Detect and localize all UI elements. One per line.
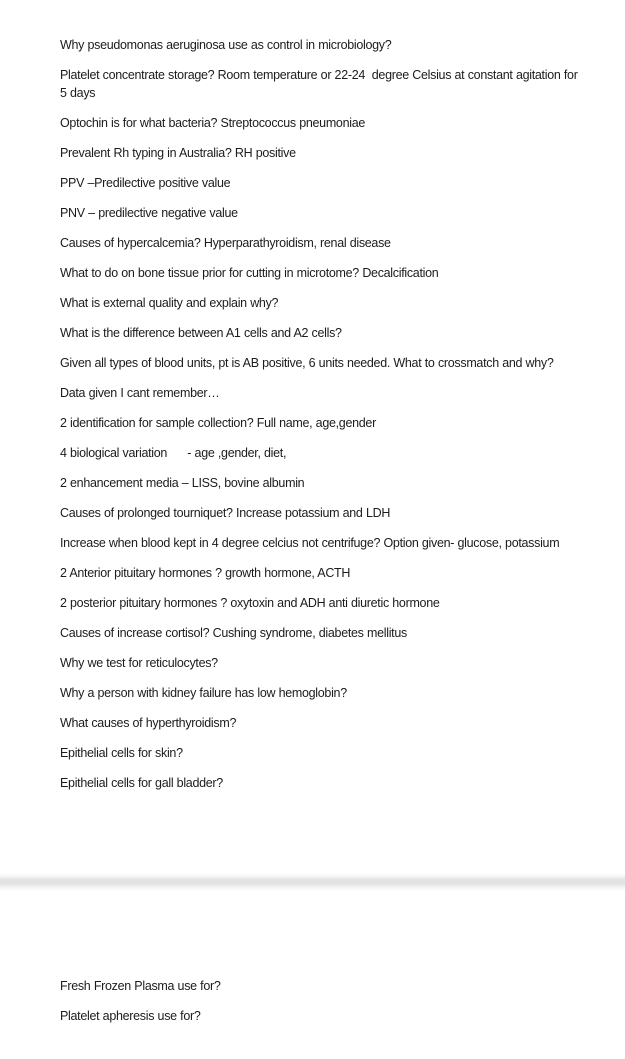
paragraph: Increase when blood kept in 4 degree celcius not centrifuge? Option given- glucose, potassium <box>60 536 560 550</box>
paragraph: Prevalent Rh typing in Australia? RH positive <box>60 146 296 160</box>
paragraph: PPV –Predilective positive value <box>60 176 231 190</box>
paragraph: Why we test for reticulocytes? <box>60 656 218 670</box>
paragraph: 4 biological variation - age ,gender, diet, <box>60 446 287 460</box>
paragraph: Causes of prolonged tourniquet? Increase potassium and LDH <box>60 506 391 520</box>
page-break-separator <box>0 874 625 890</box>
paragraph: Epithelial cells for skin? <box>60 746 183 760</box>
paragraph: Why a person with kidney failure has low hemoglobin? <box>60 686 347 700</box>
paragraph: Platelet concentrate storage? Room temperature or 22-24 degree Celsius at constant agitation for 5 days <box>60 68 581 100</box>
paragraph: 2 identification for sample collection? Full name, age,gender <box>60 416 376 430</box>
paragraph: PNV – predilective negative value <box>60 206 238 220</box>
paragraph: Data given I cant remember… <box>60 386 220 400</box>
paragraph: Given all types of blood units, pt is AB positive, 6 units needed. What to crossmatch and why? <box>60 356 554 370</box>
paragraph: 2 posterior pituitary hormones ? oxytoxin and ADH anti diuretic hormone <box>60 596 440 610</box>
paragraph: 2 enhancement media – LISS, bovine albumin <box>60 476 305 490</box>
paragraph: Causes of increase cortisol? Cushing syndrome, diabetes mellitus <box>60 626 407 640</box>
paragraph: Optochin is for what bacteria? Streptococcus pneumoniae <box>60 116 366 130</box>
paragraph: Fresh Frozen Plasma use for? <box>60 979 221 993</box>
paragraph: Epithelial cells for gall bladder? <box>60 776 223 790</box>
paragraph: What to do on bone tissue prior for cutting in microtome? Decalcification <box>60 266 439 280</box>
paragraph: What is external quality and explain why? <box>60 296 279 310</box>
document-page-2 <box>0 890 625 1059</box>
paragraph: Why pseudomonas aeruginosa use as control in microbiology? <box>60 38 392 52</box>
paragraph: Causes of hypercalcemia? Hyperparathyroidism, renal disease <box>60 236 391 250</box>
paragraph: What is the difference between A1 cells and A2 cells? <box>60 326 342 340</box>
paragraph: 2 Anterior pituitary hormones ? growth hormone, ACTH <box>60 566 351 580</box>
paragraph: What causes of hyperthyroidism? <box>60 716 237 730</box>
paragraph: Platelet apheresis use for? <box>60 1009 201 1023</box>
